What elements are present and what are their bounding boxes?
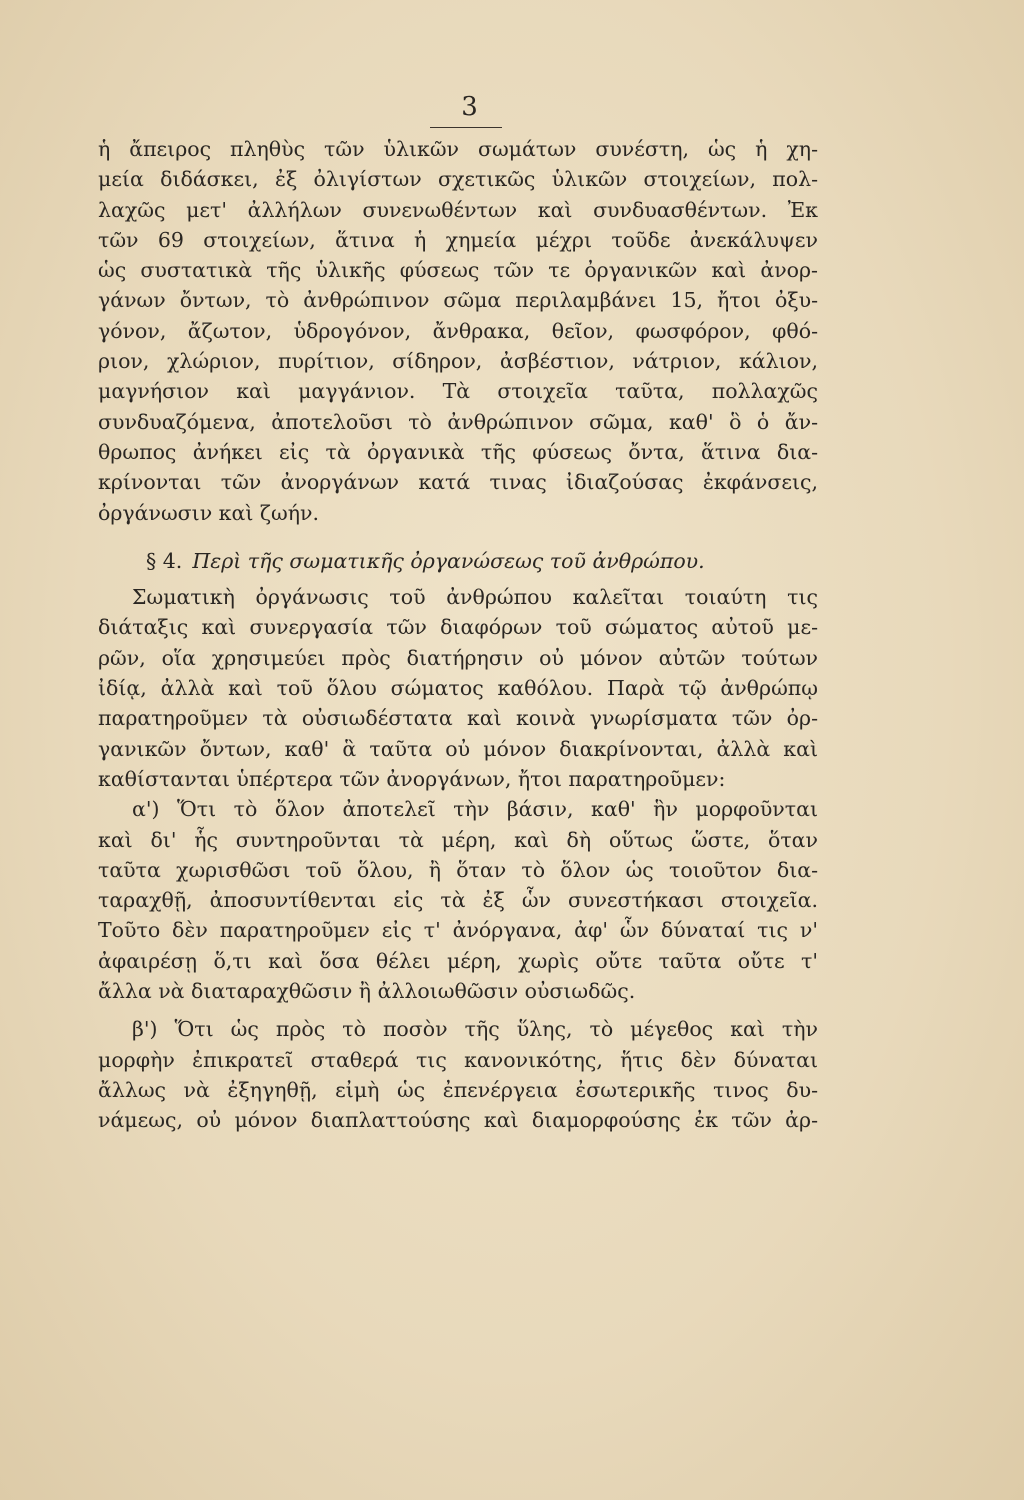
text-line: ριον, χλώριον, πυρίτιον, σίδηρον, ἀσβέστιον, νάτριον, κάλιον, xyxy=(98,349,818,374)
page-number: 3 xyxy=(461,92,479,122)
text-line: τῶν 69 στοιχείων, ἅτινα ἡ χημεία μέχρι τοῦδε ἀνεκάλυψεν xyxy=(98,227,818,252)
header-rule xyxy=(430,127,502,128)
text-line: α') Ὅτι τὸ ὅλον ἀποτελεῖ τὴν βάσιν, καθ' ἣν μορφοῦνται xyxy=(132,797,818,822)
paragraph-elements xyxy=(98,134,818,528)
text-line: μεία διδάσκει, ἐξ ὀλιγίστων σχετικῶς ὑλικῶν στοιχείων, πολ- xyxy=(98,167,818,192)
text-line: μαγνήσιον καὶ μαγγάνιον. Τὰ στοιχεῖα ταῦτα, πολλαχῶς xyxy=(98,379,818,404)
text-line: ταραχθῇ, ἀποσυντίθενται εἰς τὰ ἐξ ὧν συνεστήκασι στοιχεῖα. xyxy=(98,888,818,913)
text-line: νάμεως, οὐ μόνον διαπλαττούσης καὶ διαμορφούσης ἐκ τῶν ἀρ- xyxy=(98,1108,818,1133)
text-line: ὀργάνωσιν καὶ ζωήν. xyxy=(98,500,319,525)
text-line: γάνων ὄντων, τὸ ἀνθρώπινον σῶμα περιλαμβάνει 15, ἤτοι ὀξυ- xyxy=(98,288,818,313)
text-line: ἡ ἄπειρος πληθὺς τῶν ὑλικῶν σωμάτων συνέστη, ὡς ἡ χη- xyxy=(98,137,818,161)
text-line: λαχῶς μετ' ἀλλήλων συνενωθέντων καὶ συνδυασθέντων. Ἐκ xyxy=(98,197,818,222)
text-line: ἰδίᾳ, ἀλλὰ καὶ τοῦ ὅλου σώματος καθόλου. Παρὰ τῷ ἀνθρώπῳ xyxy=(98,676,818,701)
text-line: ρῶν, οἵα χρησιμεύει πρὸς διατήρησιν οὐ μόνον αὐτῶν τούτων xyxy=(98,645,818,670)
section-heading xyxy=(98,546,818,576)
page-body xyxy=(98,134,818,1136)
text-line: συνδυαζόμενα, ἀποτελοῦσι τὸ ἀνθρώπινον σῶμα, καθ' ὃ ὁ ἄν- xyxy=(98,409,818,434)
paragraph-alpha xyxy=(98,794,818,1006)
text-line: γανικῶν ὄντων, καθ' ἃ ταῦτα οὐ μόνον διακρίνονται, ἀλλὰ καὶ xyxy=(98,736,818,761)
text-line: διάταξις καὶ συνεργασία τῶν διαφόρων τοῦ σώματος αὐτοῦ με- xyxy=(98,615,818,640)
section-title: Περὶ τῆς σωματικῆς ὀργανώσεως τοῦ ἀνθρώπου. xyxy=(192,548,705,573)
text-line: ἄλλα νὰ διαταραχθῶσιν ἢ ἀλλοιωθῶσιν οὐσιωδῶς. xyxy=(98,979,636,1004)
text-line: Σωματικὴ ὀργάνωσις τοῦ ἀνθρώπου καλεῖται τοιαύτη τις xyxy=(132,585,818,610)
text-line: θρωπος ἀνήκει εἰς τὰ ὀργανικὰ τῆς φύσεως ὄντα, ἅτινα δια- xyxy=(98,439,818,464)
text-line: ταῦτα χωρισθῶσι τοῦ ὅλου, ἢ ὅταν τὸ ὅλον ὡς τοιοῦτον δια- xyxy=(98,857,818,882)
text-line: καὶ δι' ἧς συντηροῦνται τὰ μέρη, καὶ δὴ οὕτως ὥστε, ὅταν xyxy=(98,827,818,852)
text-line: β') Ὅτι ὡς πρὸς τὸ ποσὸν τῆς ὕλης, τὸ μέγεθος καὶ τὴν xyxy=(132,1017,818,1042)
section-mark: § 4. xyxy=(146,548,183,573)
text-line: ὡς συστατικὰ τῆς ὑλικῆς φύσεως τῶν τε ὀργανικῶν καὶ ἀνορ- xyxy=(98,258,818,283)
text-line: γόνον, ἄζωτον, ὑδρογόνον, ἄνθρακα, θεῖον, φωσφόρον, φθό- xyxy=(98,318,818,343)
text-line: Τοῦτο δὲν παρατηροῦμεν εἰς τ' ἀνόργανα, ἀφ' ὧν δύναταί τις ν' xyxy=(98,918,818,943)
text-line: ἀφαιρέσῃ ὅ,τι καὶ ὅσα θέλει μέρη, χωρὶς οὔτε ταῦτα οὔτε τ' xyxy=(98,948,818,973)
text-line: καθίστανται ὑπέρτερα τῶν ἀνοργάνων, ἤτοι παρατηροῦμεν: xyxy=(98,766,726,791)
text-line: κρίνονται τῶν ἀνοργάνων κατά τινας ἰδιαζούσας ἐκφάνσεις, xyxy=(98,470,818,495)
text-line: παρατηροῦμεν τὰ οὐσιωδέστατα καὶ κοινὰ γνωρίσματα τῶν ὀρ- xyxy=(98,706,818,731)
paragraph-definition xyxy=(98,582,818,794)
text-line: μορφὴν ἐπικρατεῖ σταθερά τις κανονικότης, ἥτις δὲν δύναται xyxy=(98,1047,818,1072)
paragraph-beta xyxy=(98,1014,818,1135)
text-line: ἄλλως νὰ ἐξηγηθῇ, εἰμὴ ὡς ἐπενέργεια ἐσωτερικῆς τινος δυ- xyxy=(98,1077,818,1102)
